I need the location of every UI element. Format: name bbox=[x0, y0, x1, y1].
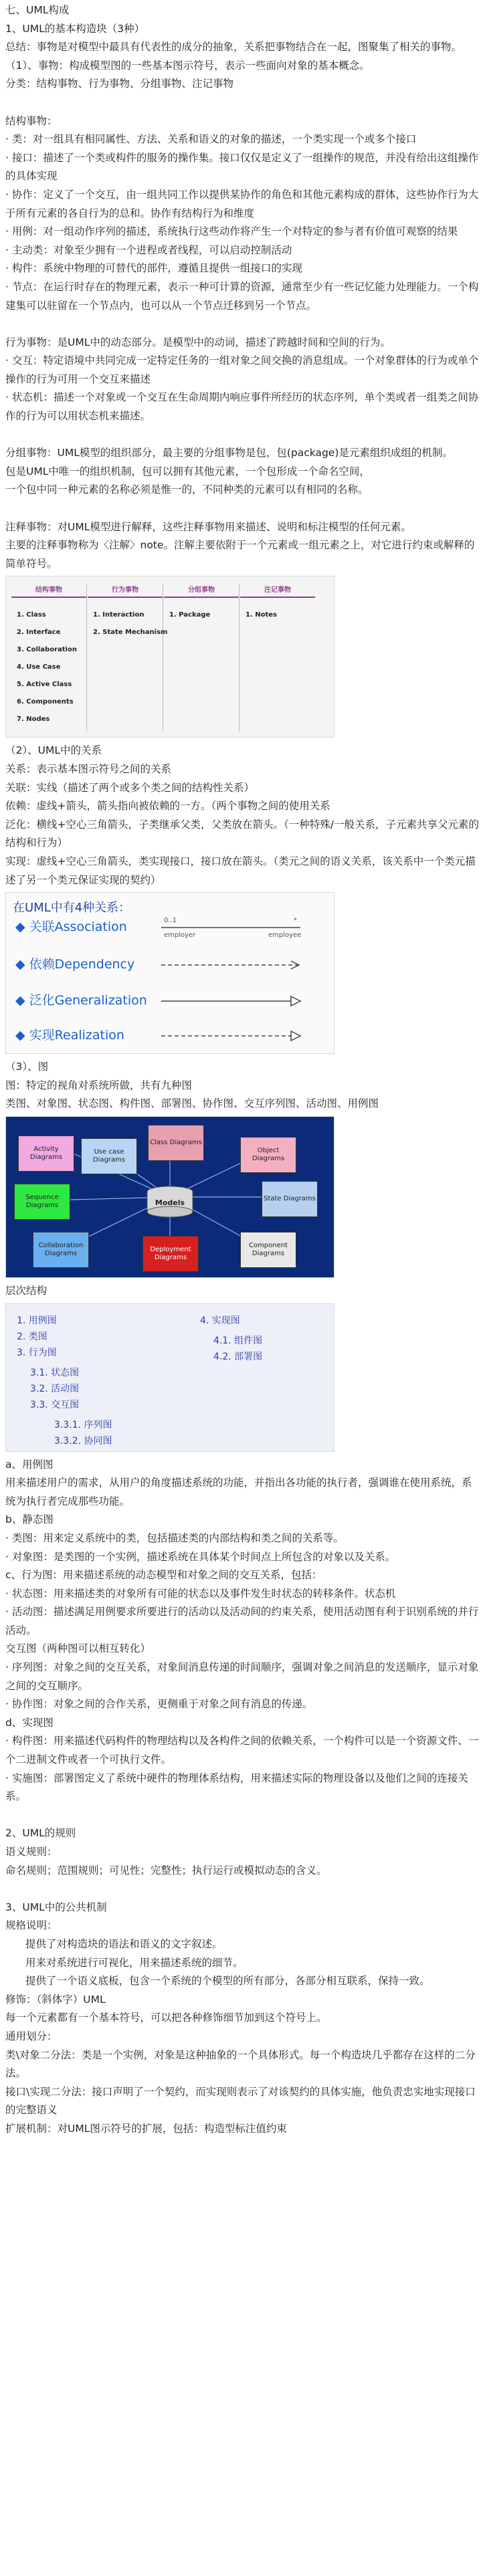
things-item: 5. Active Class bbox=[17, 681, 72, 689]
sequence-diagrams-box: Sequence Diagrams bbox=[14, 1184, 70, 1220]
text-line: 关系：表示基本图示符号之间的关系 bbox=[5, 763, 172, 775]
text-line: 扩展机制：对UML图示符号的扩展，包括：构造型标注值约束 bbox=[5, 2122, 287, 2135]
role-right: employee bbox=[268, 932, 302, 940]
blank-line bbox=[5, 1806, 480, 1825]
generalization-arrow bbox=[291, 996, 300, 1006]
things-item: 1. Package bbox=[169, 611, 211, 619]
hier-item: 4.1. 组件图 bbox=[213, 1335, 263, 1346]
things-item: 1. Interaction bbox=[93, 611, 144, 619]
col-header: 结构事物 bbox=[11, 584, 86, 598]
text-line: 泛化：横线+空心三角箭头，子类继承父类，父类放在箭头。（一种特殊/一般关系，子元素共享父元素的结构和行为） bbox=[5, 818, 479, 849]
hier-item: 3.3. 交互图 bbox=[30, 1399, 80, 1410]
col-header: 注记事物 bbox=[240, 584, 315, 598]
text-line: 修饰：（斜体字）UML bbox=[5, 1993, 106, 2006]
hierarchy-title: 层次结构 bbox=[5, 1284, 47, 1297]
bullet-icon: ◆ bbox=[15, 1028, 29, 1043]
realization-arrow bbox=[291, 1031, 300, 1041]
models-label: Models bbox=[155, 1198, 185, 1207]
text-line: 总结：事物是对模型中最具有代表性的成分的抽象，关系把事物结合在一起，图聚集了相关的事物。 bbox=[5, 41, 462, 53]
text-line: · 状态图：用来描述类的对象所有可能的状态以及事件发生时状态的转移条件。状态机 bbox=[5, 1587, 396, 1600]
section-spec-details bbox=[5, 1935, 480, 1991]
things-item: 2. State Mechanism bbox=[93, 629, 168, 637]
mult-right: * bbox=[294, 917, 297, 925]
text-line: 规格说明： bbox=[5, 1919, 58, 1932]
deployment-diagrams-box: Deployment Diagrams bbox=[142, 1236, 199, 1272]
section-uml-structure bbox=[5, 1, 480, 573]
text-line: 关联：实线（描述了两个或多个类之间的结构性关系） bbox=[5, 781, 255, 794]
text-line: d、实现图 bbox=[5, 1716, 54, 1729]
text-line: （3）、图 bbox=[5, 1061, 49, 1073]
text-line: a、用例图 bbox=[5, 1458, 54, 1471]
things-item: 1. Class bbox=[17, 611, 46, 619]
hier-item: 3.2. 活动图 bbox=[30, 1383, 80, 1394]
activity-diagrams-box: Activity Diagrams bbox=[18, 1136, 74, 1172]
text-line: 语义规则： bbox=[5, 1846, 58, 1858]
text-line: · 交互：特定语境中共同完成一定特定任务的一组对象之间交换的消息组成。一个对象群体的行为或单个操作的行为可用一个交互来描述 bbox=[5, 354, 479, 385]
hier-item: 1. 用例图 bbox=[17, 1315, 57, 1326]
things-item: 6. Components bbox=[17, 698, 74, 706]
text-line: 主要的注释事物称为〈注解〉note。注解主要依附于一个元素或一组元素之上，对它进行约束或解释的简单符号。 bbox=[5, 539, 475, 570]
blank-line bbox=[5, 426, 480, 445]
text-line: c、行为图：用来描述系统的动态模型和对象之间的交互关系，包括： bbox=[5, 1569, 322, 1582]
section-uml-relations bbox=[5, 742, 480, 889]
text-line: 实现：虚线+空心三角箭头，类实现接口，接口放在箭头。（类元之间的语义关系，该关系中一个类元描述了另一个类元保证实现的契约） bbox=[5, 855, 476, 886]
text-line: （2）、UML中的关系 bbox=[5, 744, 102, 757]
text-line: 七、UML构成 bbox=[5, 4, 70, 16]
role-left: employer bbox=[164, 932, 196, 940]
object-diagrams-box: Object Diagrams bbox=[240, 1137, 296, 1173]
relation-lines bbox=[6, 893, 334, 1053]
usecase-diagrams-box: Use case Diagrams bbox=[81, 1138, 137, 1174]
things-table-figure bbox=[5, 576, 334, 738]
text-line: · 对象图：是类图的一个实例，描述系统在具体某个时间点上所包含的对象以及关系。 bbox=[5, 1550, 396, 1563]
text-line: 2、UML的规则 bbox=[5, 1827, 76, 1840]
text-line: 类图、对象图、状态图、构件图、部署图、协作图、交互序列图、活动图、用例图 bbox=[5, 1097, 379, 1110]
text-line: · 构件：系统中物理的可替代的部件，遵循且提供一组接口的实现 bbox=[5, 262, 302, 275]
bullet-icon: ◆ bbox=[15, 920, 29, 935]
text-line: · 实施图：部署图定义了系统中硬件的物理体系结构，用来描述实际的物理设备以及他们之间的连接关系。 bbox=[5, 1772, 468, 1803]
things-item: 7. Nodes bbox=[17, 716, 50, 724]
col-header: 分组事物 bbox=[164, 584, 239, 598]
things-item: 2. Interface bbox=[17, 629, 61, 637]
text-line: · 活动图：描述满足用例要求所要进行的活动以及活动间的约束关系，使用活动图有利于识别系统的并行活动。 bbox=[5, 1606, 479, 1636]
text-line: · 协作：定义了一个交互，由一组共同工作以提供某协作的角色和其他元素构成的群体，这些协作行为大于所有元素的各自行为的总和。协作有结构行为和维度 bbox=[5, 188, 479, 219]
text-line: 3、UML中的公共机制 bbox=[5, 1901, 107, 1913]
section-mechanisms bbox=[5, 1991, 480, 2139]
relation-label: 实现Realization bbox=[29, 1028, 124, 1043]
things-item: 4. Use Case bbox=[17, 663, 61, 671]
class-diagrams-box: Class Diagrams bbox=[148, 1125, 204, 1161]
text-line: 一个包中同一种元素的名称必须是惟一的，不同种类的元素可以有相同的名称。 bbox=[5, 484, 369, 496]
hier-item: 3. 行为图 bbox=[17, 1347, 57, 1358]
hier-item: 2. 类图 bbox=[17, 1331, 47, 1342]
hierarchy-figure bbox=[5, 1303, 334, 1452]
text-line: 提供了一个语义底板，包含一个系统的个模型的所有部分，各部分相互联系，保持一致。 bbox=[25, 1975, 430, 1988]
bullet-icon: ◆ bbox=[15, 957, 29, 972]
hier-item: 3.1. 状态图 bbox=[30, 1367, 80, 1378]
relation-label: 泛化Generalization bbox=[29, 993, 147, 1008]
text-line: 通用划分： bbox=[5, 2030, 58, 2042]
text-line: 提供了对构造块的语法和语义的文字叙述。 bbox=[25, 1937, 223, 1950]
hier-item: 3.3.2. 协同图 bbox=[54, 1435, 112, 1446]
text-line: · 状态机：描述一个对象或一个交互在生命周期内响应事件所经历的状态序列，单个类或者一组类之间协作的行为可以用状态机来描述。 bbox=[5, 391, 479, 423]
col-grouping bbox=[164, 584, 239, 732]
text-line: · 序列图：对象之间的交互关系，对象间消息传递的时间顺序，强调对象之间消息的发送顺序，显示对象之间的交互顺序。 bbox=[5, 1661, 479, 1692]
text-line: 图：特定的视角对系统所做，共有九种图 bbox=[5, 1079, 193, 1091]
diagrams-figure bbox=[5, 1116, 334, 1278]
hier-item: 4. 实现图 bbox=[200, 1315, 240, 1326]
text-line: 类\对象二分法：类是一个实例，对象是这种抽象的一个具体形式。每一个构造块几乎都存在这样的二分法。 bbox=[5, 2048, 476, 2080]
mult-left: 0..1 bbox=[164, 917, 177, 925]
relations-title: 在UML中有4种关系： bbox=[13, 901, 131, 916]
relation-label: 关联Association bbox=[29, 920, 127, 935]
blank-line bbox=[5, 1880, 480, 1899]
blank-line bbox=[5, 94, 480, 112]
text-line: · 协作图：对象之间的合作关系，更侧重于对象之间有消息的传递。 bbox=[5, 1698, 313, 1711]
hier-item: 4.2. 部署图 bbox=[213, 1351, 263, 1362]
text-line: 命名规则；范围规则；可见性；完整性；执行运行或模拟动态的含义。 bbox=[5, 1864, 327, 1876]
collaboration-diagrams-box: Collaboration Diagrams bbox=[33, 1232, 89, 1268]
text-line: · 主动类：对象至少拥有一个进程或者线程，可以启动控制活动 bbox=[5, 243, 292, 256]
text-line: 包是UML中唯一的组织机制，包可以拥有其他元素，一个包形成一个命名空间， bbox=[5, 465, 370, 477]
text-line: 依赖：虚线+箭头，箭头指向被依赖的一方。（两个事物之间的使用关系 bbox=[5, 800, 330, 813]
text-line: 结构事物： bbox=[5, 114, 58, 127]
text-line: 每一个元素都有一个基本符号，可以把各种修饰细节加到这个符号上。 bbox=[5, 2012, 327, 2024]
models-cylinder-bottom bbox=[147, 1206, 193, 1217]
text-line: · 接口：描述了一个类或构件的服务的操作集。接口仅仅是定义了一组操作的规范，并没有给出这组操作的具体实现 bbox=[5, 151, 479, 183]
text-line: 用来对系统进行可视化，用来描述系统的细节。 bbox=[25, 1956, 244, 1969]
text-line: · 节点：在运行时存在的物理元素，表示一种可计算的资源，通常至少有一些记忆能力处理能力。一个构建集可以驻留在一个节点内，也可以从一个节点迁移到另一个节点。 bbox=[5, 280, 479, 312]
text-line: b、静态图 bbox=[5, 1513, 54, 1526]
section-uml-diagrams bbox=[5, 1058, 480, 1113]
state-diagrams-box: State Diagrams bbox=[262, 1181, 318, 1217]
section-diagram-details bbox=[5, 1456, 480, 1935]
col-annotational bbox=[240, 584, 315, 732]
things-item: 3. Collaboration bbox=[17, 646, 77, 654]
text-line: · 构件图：用来描述代码构件的物理结构以及各构件之间的依赖关系，一个构件可以是一个资源文件、一个二进制文件或者一个可执行文件。 bbox=[5, 1735, 479, 1766]
relations-figure bbox=[5, 892, 334, 1054]
col-behavioral bbox=[88, 584, 163, 732]
text-line: 分类：结构事物、行为事物、分组事物、注记事物 bbox=[5, 78, 234, 90]
text-line: 1、UML的基本构造块（3种） bbox=[5, 22, 145, 35]
text-line: 用来描述用户的需求，从用户的角度描述系统的功能，并指出各功能的执行者，强调谁在使用系统，系统为执行者完成那些功能。 bbox=[5, 1477, 472, 1507]
things-item: 1. Notes bbox=[246, 611, 277, 619]
component-diagrams-box: Component Diagrams bbox=[240, 1232, 296, 1268]
text-line: · 类：对一组具有相同属性、方法、关系和语义的对象的描述，一个类实现一个或多个接口 bbox=[5, 133, 417, 146]
text-line: （1）、事物：构成模型图的一些基本图示符号，表示一些面向对象的基本概念。 bbox=[5, 59, 370, 72]
text-line: 交互图（两种图可以相互转化） bbox=[5, 1642, 151, 1655]
text-line: · 用例：对一组动作序列的描述，系统执行这些动作将产生一个对特定的参与者有价值可观察的结果 bbox=[5, 225, 458, 238]
text-line: 接口\实现二分法：接口声明了一个契约，而实现则表示了对该契约的具体实施，他负责忠实地实现接口的完整语义 bbox=[5, 2085, 476, 2117]
bullet-icon: ◆ bbox=[15, 993, 29, 1008]
hier-item: 3.3.1. 序列图 bbox=[54, 1419, 112, 1430]
text-line: 行为事物：是UML中的动态部分。是模型中的动词，描述了跨越时间和空间的行为。 bbox=[5, 336, 391, 348]
col-structural bbox=[11, 584, 87, 732]
text-line: 分组事物：UML模型的组织部分，最主要的分组事物是包，包(package)是元素组织成组的机制。 bbox=[5, 447, 453, 459]
text-line: · 类图：用来定义系统中的类，包括描述类的内部结构和类之间的关系等。 bbox=[5, 1531, 344, 1544]
text-line: 注释事物：对UML模型进行解释，这些注释事物用来描述、说明和标注模型的任何元素。 bbox=[5, 520, 411, 533]
col-header: 行为事物 bbox=[88, 584, 163, 598]
blank-line bbox=[5, 315, 480, 334]
blank-line bbox=[5, 500, 480, 518]
relation-label: 依赖Dependency bbox=[29, 957, 135, 972]
